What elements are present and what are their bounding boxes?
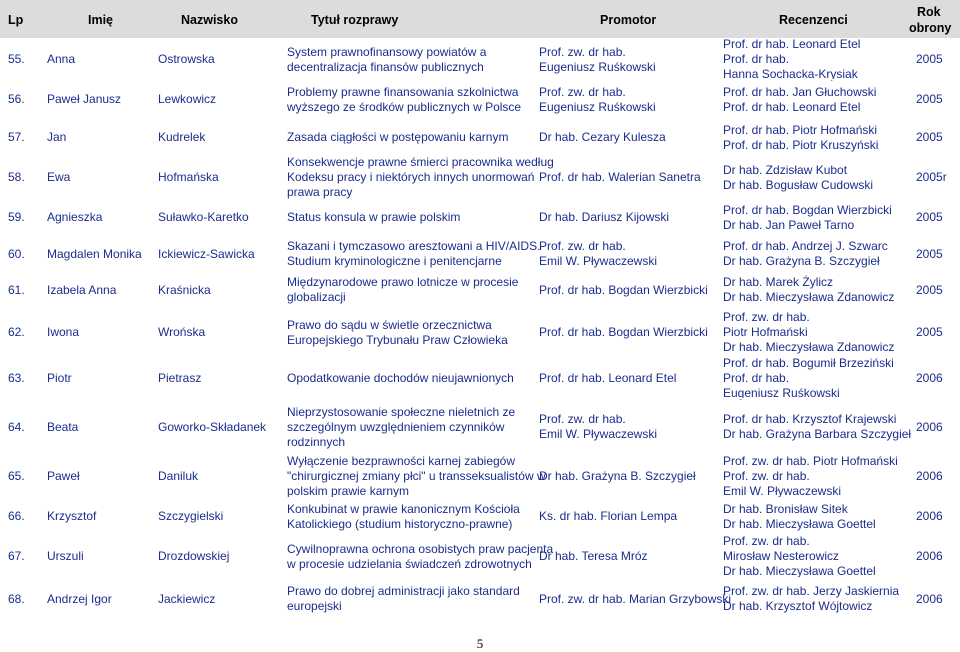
row-recenzent-line: Dr hab. Bronisław Sitek	[723, 502, 848, 516]
row-lp: 65.	[8, 469, 25, 483]
row-nazwisko: Szczygielski	[158, 509, 224, 523]
row-rok: 2005r	[916, 170, 947, 184]
row-imie: Urszuli	[47, 549, 84, 563]
row-separator	[0, 620, 960, 621]
row-separator	[0, 577, 960, 578]
page-number: 5	[476, 636, 484, 651]
row-recenzent-line: Prof. dr hab. Leonard Etel	[723, 100, 861, 114]
table-header	[0, 0, 960, 38]
row-recenzent-line: Dr hab. Mieczysława Zdanowicz	[723, 290, 895, 304]
row-recenzent-line: Dr hab. Zdzisław Kubot	[723, 163, 848, 177]
row-promotor-line: Prof. zw. dr hab.	[539, 85, 626, 99]
row-promotor-line: Ks. dr hab. Florian Lempa	[539, 509, 678, 523]
row-rok: 2006	[916, 420, 943, 434]
row-tytul-line: rodzinnych	[287, 435, 346, 449]
row-tytul-line: decentralizacja finansów publicznych	[287, 60, 484, 74]
row-nazwisko: Drozdowskiej	[158, 549, 230, 563]
row-promotor-line: Emil W. Pływaczewski	[539, 254, 658, 268]
row-lp: 62.	[8, 325, 25, 339]
row-nazwisko: Wrońska	[158, 325, 206, 339]
row-nazwisko: Kudrelek	[158, 130, 206, 144]
header-lp: Lp	[8, 13, 24, 27]
row-tytul-line: Opodatkowanie dochodów nieujawnionych	[287, 371, 514, 385]
row-recenzent-line: Prof. zw. dr hab. Piotr Hofmański	[723, 454, 898, 468]
row-lp: 55.	[8, 52, 25, 66]
row-nazwisko: Ickiewicz-Sawicka	[158, 247, 255, 261]
row-tytul-line: Konkubinat w prawie kanonicznym Kościoła	[287, 502, 520, 516]
row-tytul-line: Status konsula w prawie polskim	[287, 210, 461, 224]
row-promotor-line: Eugeniusz Ruśkowski	[539, 100, 656, 114]
row-tytul-line: Europejskiego Trybunału Praw Człowieka	[287, 333, 508, 347]
row-tytul-line: Zasada ciągłości w postępowaniu karnym	[287, 130, 509, 144]
row-nazwisko: Hofmańska	[158, 170, 219, 184]
row-rok: 2005	[916, 283, 943, 297]
row-promotor-line: Prof. dr hab. Walerian Sanetra	[539, 170, 701, 184]
header-nazwisko: Nazwisko	[181, 13, 238, 27]
row-promotor-line: Prof. zw. dr hab. Marian Grzybowski	[539, 592, 732, 606]
row-imie: Magdalen Monika	[47, 247, 142, 261]
row-recenzent-line: Prof. dr hab. Bogumił Brzeziński	[723, 356, 894, 370]
row-separator	[0, 398, 960, 399]
row-rok: 2005	[916, 130, 943, 144]
row-recenzent-line: Prof. dr hab.	[723, 371, 790, 385]
row-recenzent-line: Dr hab. Mieczysława Zdanowicz	[723, 340, 895, 354]
row-lp: 56.	[8, 92, 25, 106]
row-separator	[0, 79, 960, 80]
row-tytul-line: Międzynarodowe prawo lotnicze w procesie	[287, 275, 519, 289]
row-promotor-line: Prof. zw. dr hab.	[539, 45, 626, 59]
row-lp: 66.	[8, 509, 25, 523]
row-recenzent-line: Prof. zw. dr hab.	[723, 469, 810, 483]
row-tytul-line: Kodeksu pracy i niektórych innych unormowań	[287, 170, 535, 184]
row-recenzent-line: Dr hab. Marek Żylicz	[723, 275, 834, 289]
row-recenzent-line: Prof. dr hab. Andrzej J. Szwarc	[723, 239, 888, 253]
row-rok: 2006	[916, 469, 943, 483]
row-lp: 63.	[8, 371, 25, 385]
row-recenzent-line: Prof. dr hab. Jan Głuchowski	[723, 85, 877, 99]
row-rok: 2006	[916, 592, 943, 606]
row-recenzent-line: Prof. zw. dr hab.	[723, 534, 810, 548]
row-recenzent-line: Prof. zw. dr hab.	[723, 310, 810, 324]
row-recenzent-line: Prof. zw. dr hab. Jerzy Jaskiernia	[723, 584, 900, 598]
row-separator	[0, 497, 960, 498]
row-imie: Izabela Anna	[47, 283, 117, 297]
row-imie: Paweł	[47, 469, 80, 483]
row-promotor-line: Prof. dr hab. Bogdan Wierzbicki	[539, 283, 708, 297]
row-lp: 68.	[8, 592, 25, 606]
row-lp: 59.	[8, 210, 25, 224]
row-separator	[0, 119, 960, 120]
row-tytul-line: Problemy prawne finansowania szkolnictwa	[287, 85, 519, 99]
row-imie: Piotr	[47, 371, 72, 385]
row-tytul-line: globalizacji	[287, 290, 346, 304]
row-recenzent-line: Dr hab. Bogusław Cudowski	[723, 178, 874, 192]
row-recenzent-line: Hanna Sochacka-Krysiak	[723, 67, 858, 81]
row-recenzent-line: Emil W. Pływaczewski	[723, 484, 842, 498]
row-tytul-line: wyższego ze środków publicznych w Polsce	[287, 100, 522, 114]
row-promotor-line: Dr hab. Dariusz Kijowski	[539, 210, 670, 224]
row-separator	[0, 235, 960, 236]
row-nazwisko: Lewkowicz	[158, 92, 217, 106]
row-promotor-line: Eugeniusz Ruśkowski	[539, 60, 656, 74]
row-recenzent-line: Prof. dr hab. Leonard Etel	[723, 37, 861, 51]
row-tytul-line: Nieprzystosowanie społeczne nieletnich ze	[287, 405, 516, 419]
row-recenzent-line: Dr hab. Mieczysława Goettel	[723, 564, 876, 578]
row-imie: Andrzej Igor	[47, 592, 112, 606]
row-rok: 2005	[916, 247, 943, 261]
row-imie: Krzysztof	[47, 509, 97, 523]
row-imie: Iwona	[47, 325, 80, 339]
header-recenzenci: Recenzenci	[779, 13, 848, 27]
row-nazwisko: Suławko-Karetko	[158, 210, 249, 224]
row-lp: 64.	[8, 420, 25, 434]
row-promotor-line: Emil W. Pływaczewski	[539, 427, 658, 441]
row-tytul-line: System prawnofinansowy powiatów a	[287, 45, 487, 59]
row-tytul-line: Prawo do dobrej administracji jako standard	[287, 584, 520, 598]
row-tytul-line: europejski	[287, 599, 342, 613]
row-promotor-line: Dr hab. Teresa Mróz	[539, 549, 648, 563]
row-nazwisko: Jackiewicz	[158, 592, 216, 606]
row-imie: Paweł Janusz	[47, 92, 122, 106]
row-rok: 2005	[916, 210, 943, 224]
row-recenzent-line: Dr hab. Grażyna B. Szczygieł	[723, 254, 880, 268]
row-tytul-line: Konsekwencje prawne śmierci pracownika według	[287, 155, 554, 169]
header-imie: Imię	[88, 13, 114, 27]
row-lp: 58.	[8, 170, 25, 184]
row-tytul-line: Wyłączenie bezprawności karnej zabiegów	[287, 454, 516, 468]
row-recenzent-line: Prof. dr hab. Krzysztof Krajewski	[723, 412, 897, 426]
row-imie: Anna	[47, 52, 76, 66]
row-promotor-line: Prof. dr hab. Leonard Etel	[539, 371, 677, 385]
row-rok: 2005	[916, 92, 943, 106]
row-recenzent-line: Prof. dr hab. Piotr Kruszyński	[723, 138, 879, 152]
header-rok-line1: Rok	[917, 5, 941, 19]
row-rok: 2006	[916, 371, 943, 385]
header-promotor: Promotor	[600, 13, 657, 27]
row-recenzent-line: Prof. dr hab.	[723, 52, 790, 66]
row-tytul-line: Studium kryminologiczne i penitencjarne	[287, 254, 502, 268]
row-promotor-line: Prof. zw. dr hab.	[539, 239, 626, 253]
row-nazwisko: Pietrasz	[158, 371, 202, 385]
row-tytul-line: "chirurgicznej zmiany płci" u transseksualistów w	[287, 469, 546, 483]
header-tytul: Tytuł rozprawy	[311, 13, 399, 27]
row-recenzent-line: Dr hab. Mieczysława Goettel	[723, 517, 876, 531]
row-tytul-line: Katolickiego (studium historyczno-prawne)	[287, 517, 513, 531]
row-tytul-line: prawa pracy	[287, 185, 353, 199]
row-lp: 61.	[8, 283, 25, 297]
row-promotor-line: Dr hab. Cezary Kulesza	[539, 130, 666, 144]
row-tytul-line: Skazani i tymczasowo aresztowani a HIV/AIDS.	[287, 239, 541, 253]
row-imie: Jan	[47, 130, 67, 144]
row-tytul-line: Prawo do sądu w świetle orzecznictwa	[287, 318, 492, 332]
row-lp: 60.	[8, 247, 25, 261]
row-nazwisko: Goworko-Składanek	[158, 420, 267, 434]
row-recenzent-line: Prof. dr hab. Piotr Hofmański	[723, 123, 878, 137]
row-recenzent-line: Piotr Hofmański	[723, 325, 808, 339]
row-tytul-line: w procesie udzielania świadczeń zdrowotnych	[287, 557, 532, 571]
row-nazwisko: Daniluk	[158, 469, 199, 483]
row-rok: 2006	[916, 549, 943, 563]
row-separator	[0, 535, 960, 536]
row-tytul-line: szczególnym uwzględnieniem czynników	[287, 420, 505, 434]
row-recenzent-line: Dr hab. Jan Paweł Tarno	[723, 218, 855, 232]
row-promotor-line: Prof. zw. dr hab.	[539, 412, 626, 426]
row-separator	[0, 199, 960, 200]
row-tytul-line: polskim prawie karnym	[287, 484, 410, 498]
row-imie: Beata	[47, 420, 79, 434]
row-separator	[0, 272, 960, 273]
row-imie: Agnieszka	[47, 210, 103, 224]
row-recenzent-line: Eugeniusz Ruśkowski	[723, 386, 840, 400]
row-imie: Ewa	[47, 170, 71, 184]
row-rok: 2005	[916, 325, 943, 339]
row-tytul-line: Cywilnoprawna ochrona osobistych praw pacjenta	[287, 542, 554, 556]
row-recenzent-line: Dr hab. Grażyna Barbara Szczygieł	[723, 427, 912, 441]
row-nazwisko: Ostrowska	[158, 52, 215, 66]
row-recenzent-line: Dr hab. Krzysztof Wójtowicz	[723, 599, 873, 613]
row-nazwisko: Kraśnicka	[158, 283, 211, 297]
header-rok-line2: obrony	[909, 21, 952, 35]
row-recenzent-line: Prof. dr hab. Bogdan Wierzbicki	[723, 203, 892, 217]
row-rok: 2006	[916, 509, 943, 523]
row-separator	[0, 307, 960, 308]
row-promotor-line: Prof. dr hab. Bogdan Wierzbicki	[539, 325, 708, 339]
row-lp: 67.	[8, 549, 25, 563]
row-rok: 2005	[916, 52, 943, 66]
row-lp: 57.	[8, 130, 25, 144]
row-promotor-line: Dr hab. Grażyna B. Szczygieł	[539, 469, 696, 483]
row-recenzent-line: Mirosław Nesterowicz	[723, 549, 840, 563]
